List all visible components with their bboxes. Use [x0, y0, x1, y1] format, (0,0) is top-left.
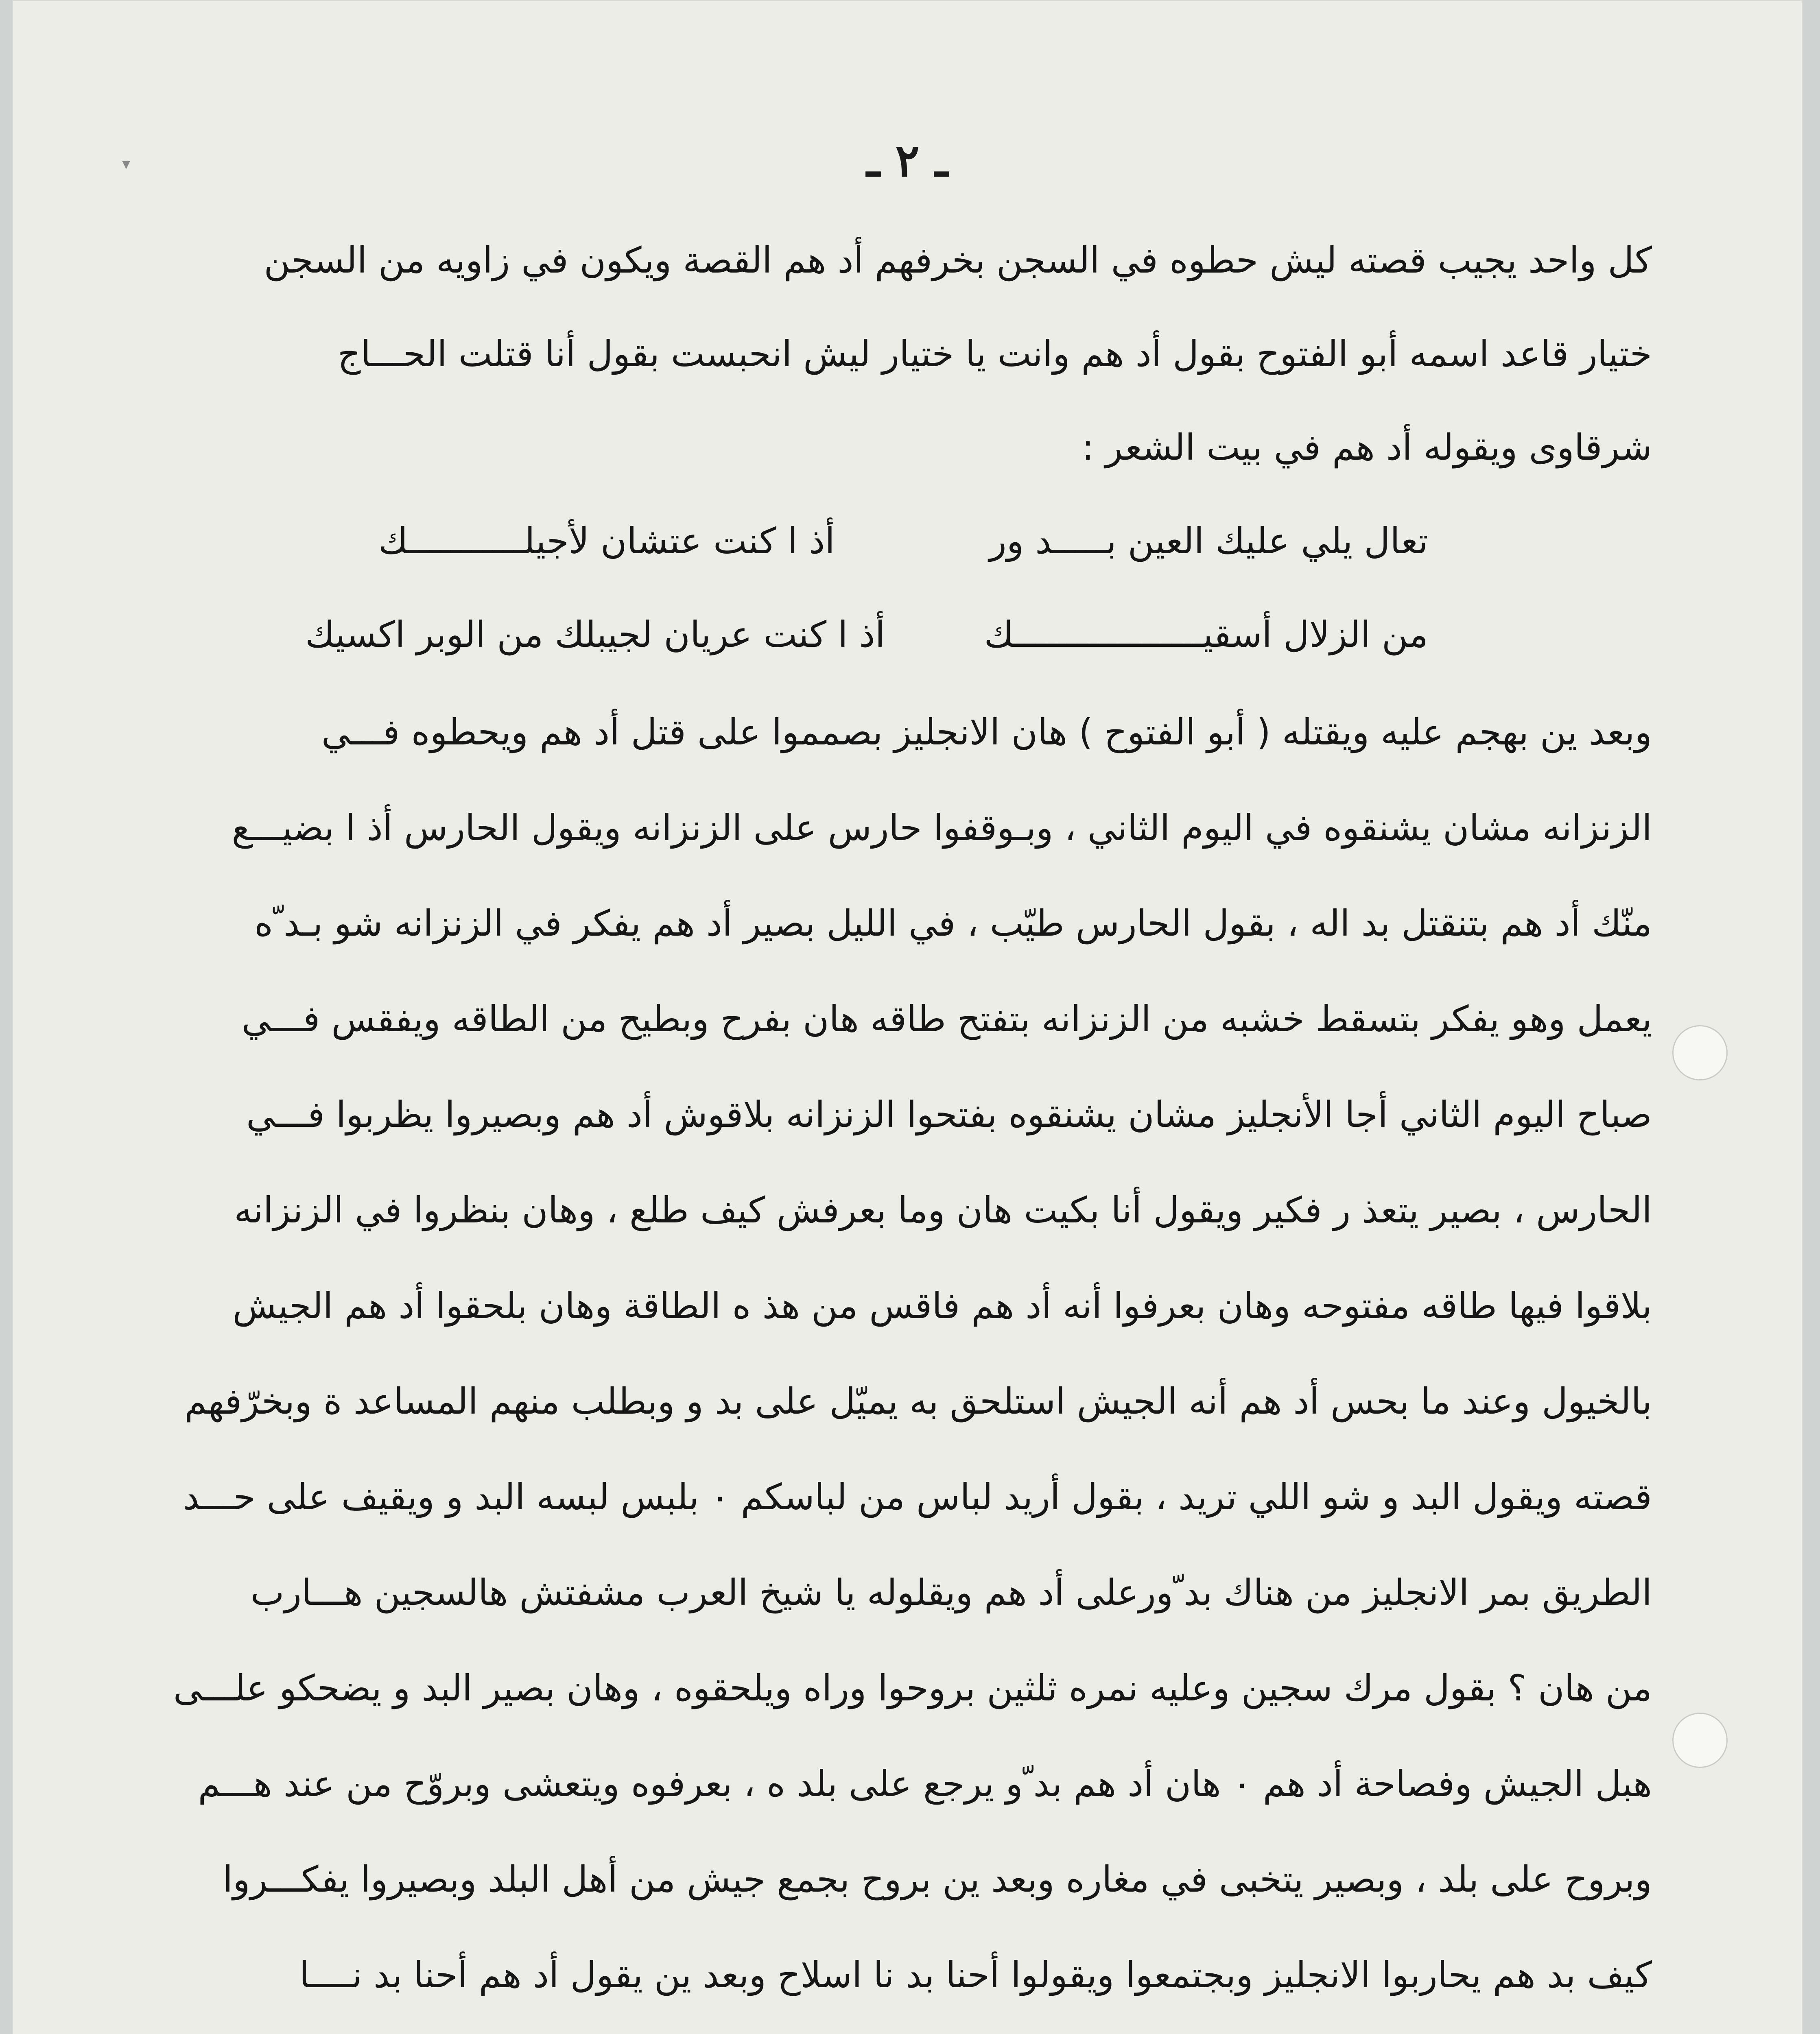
verse-line-1-right: تعال يلي عليك العين بـــــد ور [989, 520, 1428, 562]
document-page [12, 0, 1803, 2034]
verse-line-2-left: أذ ا كنت عريان لجيبلك من الوبر اكسيك [305, 613, 885, 655]
text-line: منّك أد هم بتنقتل بد اله ، بقول الحارس طيّب ، في الليل بصير أد هم يفكر في الزنزانه شو بـد ّه [254, 902, 1652, 944]
text-line: قصته ويقول البد و شو اللي تريد ، بقول أريد لباس من لباسكم ٠ بلبس لبسه البد و ويقيف على حـــد [183, 1476, 1652, 1518]
text-line: ختيار قاعد اسمه أبو الفتوح بقول أد هم وانت يا ختيار ليش انحبست بقول أنا قتلت الحـــاج [337, 333, 1652, 375]
text-line: بالخيول وعند ما بحس أد هم أنه الجيش استلحق به يميّل على بد و وبطلب منهم المساعد ة وبخرّفهم [184, 1380, 1652, 1422]
text-line: وبروح على بلد ، وبصير يتخبى في مغاره وبعد ين بروح بجمع جيش من أهل البلد وبصيروا يفكـــروا [223, 1858, 1652, 1900]
verse-line-2-right: من الزلال أسقيــــــــــــــــــك [984, 613, 1428, 655]
text-line: كيف بد هم يحاربوا الانجليز وبجتمعوا ويقولوا أحنا بد نا اسلاح وبعد ين يقول أد هم أحنا بد نــــا [299, 1954, 1652, 1996]
text-line: وبعد ين بهجم عليه ويقتله ( أبو الفتوح ) هان الانجليز بصمموا على قتل أد هم ويحطوه فـــي [321, 711, 1652, 753]
punch-hole [1672, 1025, 1728, 1080]
body-text [12, 0, 1803, 2034]
pen-mark: ▾ [122, 155, 131, 173]
text-line: يعمل وهو يفكر بتسقط خشبه من الزنزانه بتفتح طاقه هان بفرح وبطيح من الطاقه ويفقس فـــي [241, 998, 1652, 1040]
text-line: الزنزانه مشان يشنقوه في اليوم الثاني ، وبـوقفوا حارس على الزنزانه ويقول الحارس أذ ا بضيـــع [232, 807, 1652, 849]
text-line: شرقاوى ويقوله أد هم في بيت الشعر : [1082, 426, 1652, 468]
text-line: صباح اليوم الثاني أجا الأنجليز مشان يشنقوه بفتحوا الزنزانه بلاقوش أد هم وبصيروا يظربوا فـــي [246, 1093, 1652, 1135]
text-line: الحارس ، بصير يتعذ ر فكير ويقول أنا بكيت هان وما بعرفش كيف طلع ، وهان بنظروا في الزنزانه [234, 1189, 1652, 1231]
verse-line-1-left: أذ ا كنت عتشان لأجيلـــــــــــك [378, 520, 835, 562]
text-line: الطريق بمر الانجليز من هناك بد ّورعلى أد هم ويقلوله يا شيخ العرب مشفتش هالسجين هـــارب [250, 1571, 1652, 1613]
text-line: من هان ؟ بقول مرك سجين وعليه نمره ثلثين بروحوا وراه ويلحقوه ، وهان بصير البد و يضحكو علـــى [173, 1667, 1652, 1709]
punch-hole [1672, 1713, 1728, 1768]
text-line: كل واحد يجيب قصته ليش حطوه في السجن بخرفهم أد هم القصة ويكون في زاويه من السجن [264, 239, 1652, 281]
text-line: بلاقوا فيها طاقه مفتوحه وهان بعرفوا أنه أد هم فاقس من هذ ه الطاقة وهان بلحقوا أد هم الجيش [232, 1285, 1652, 1327]
page-number: ـ ٢ ـ [866, 134, 948, 187]
text-line: هبل الجيش وفصاحة أد هم ٠ هان أد هم بد ّو يرجع على بلد ه ، بعرفوه ويتعشى وبروّح من عند هـــم [198, 1763, 1652, 1805]
